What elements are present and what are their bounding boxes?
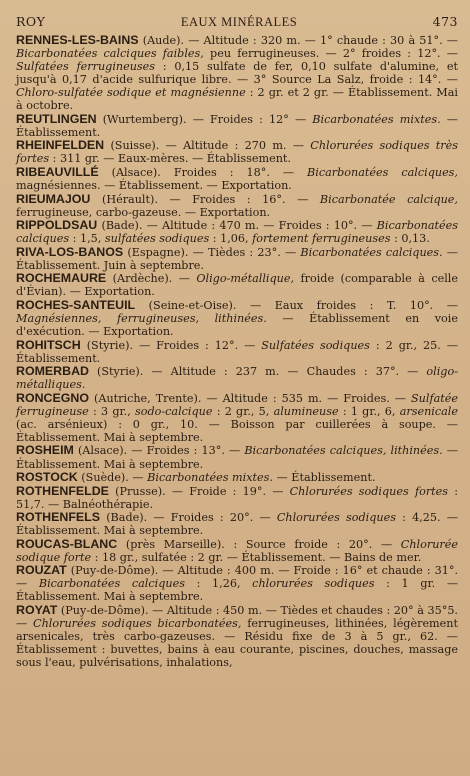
entry-classification: Chlorurées sodiques <box>276 511 396 525</box>
entry-text: — Établissement. <box>272 471 376 485</box>
entry-name: ROSTOCK <box>16 470 78 485</box>
entry-classification: sodo-calcique <box>134 404 213 418</box>
entry-text: — Altitude : 237 m. — Chaudes : 37°. — <box>143 365 427 379</box>
entry-name: RIVA-LOS-BANOS <box>16 244 124 259</box>
entry-classification: Bicarbonatées calciques faibles, <box>16 47 204 61</box>
entry-text: froide (comparable à celle d'Évian). — Exportation. <box>16 272 458 299</box>
entry-classification: Oligo-métallique, <box>196 272 295 286</box>
entry-classification: Chlorurées sodiques bicarbonatées, <box>33 617 242 631</box>
entry-classification: Chlorurée sodique forte <box>16 537 458 564</box>
entry <box>16 365 458 391</box>
entry <box>16 299 458 338</box>
entry-text: : 4,25. — Établissement. Mai à septembre. <box>16 511 458 538</box>
entry-classification: Bicarbonatée calcique, <box>319 192 458 206</box>
entry-classification: Bicarbonatées calciques <box>16 219 458 246</box>
entry-classification: Magnésiennes, ferrugineuses, lithinées. <box>16 311 267 325</box>
entry-name: ROUCAS-BLANC <box>16 536 118 551</box>
entry-classification: Sulfatées ferrugineuses <box>16 60 156 74</box>
entry-text: : 2 gr., 25. — Établissement. <box>16 338 458 365</box>
entry-classification: Bicarbonatées calciques, <box>307 165 458 179</box>
entry-location: (près Marseille). <box>125 537 225 551</box>
entry-classification: alumineuse <box>273 404 339 418</box>
entry-text: — <box>128 471 148 485</box>
entry-text: — Altitude : 400 m. — Froide : 16° et chaude : 31°. — <box>16 564 458 591</box>
entry-text: : 311 gr. — Eaux-mères. — Établissement. <box>49 152 291 166</box>
entry-classification: Chlorurées sodiques très fortes <box>16 139 458 166</box>
entry-classification: Bicarbonatées calciques. <box>300 245 443 259</box>
entry-text: — Altitude : 535 m. — Froides. — <box>201 391 412 405</box>
entry <box>16 246 458 272</box>
entry-name: ROTHENFELDE <box>16 483 109 498</box>
entry-location: (Ardèche). <box>112 272 173 286</box>
entry-name: ROSHEIM <box>16 443 74 458</box>
entry-classification: Bicarbonatées calciques, lithinées. <box>244 444 443 458</box>
entry-location: (Hérault). <box>101 192 158 206</box>
entry-classification: chlorurées sodiques <box>252 577 375 591</box>
entry-text: (ac. arsénieux) : 0 gr., 10. — Boisson par cuillerées à soupe. — Établissement. Mai à septembre. <box>16 417 458 444</box>
entry-text: magnésiennes. — Établissement. — Exportation. <box>16 179 292 193</box>
entry-text: — Froides : 13°. — <box>127 444 245 458</box>
entry-text: : 51,7. — Balnéothérapie. <box>16 484 459 511</box>
entry <box>16 511 458 537</box>
entry-list <box>16 34 458 669</box>
entry-text: : 2 gr. et 2 gr. — Établissement. Mai à octobre. <box>16 86 458 113</box>
entry <box>16 538 458 564</box>
entry-classification: arsenicale <box>399 404 458 418</box>
entry-classification: Sulfatée ferrugineuse <box>16 391 459 418</box>
entry-location: (Seine-et-Oise). <box>148 298 237 312</box>
entry-location: (Aude). <box>142 34 185 47</box>
entry-classification: oligo-métalliques. <box>16 365 458 392</box>
entry-location: (Bade). <box>106 511 148 525</box>
entry-text: : 3 gr., <box>88 404 135 418</box>
entry-text: — Établissement. <box>16 112 458 139</box>
entry-classification: fortement ferrugineuses <box>252 232 391 246</box>
entry-name: RHEINFELDEN <box>16 138 105 153</box>
entry <box>16 193 458 219</box>
entry-name: ROHITSCH <box>16 337 81 352</box>
entry-location: (Styrie). <box>86 338 133 352</box>
entry-location: (Alsace). <box>77 444 128 458</box>
entry <box>16 444 458 470</box>
entry-name: RIEUMAJOU <box>16 191 91 206</box>
entry <box>16 34 458 112</box>
entry-text: ferrugineuses, lithinées, légèrement arsenicales, très carbo-gazeuses. — Résidu fixe de 3 à 5 gr., 62. — Établissement : buvettes, bains à eau courante, piscines, douches, massage sous l'eau, pulvérisations, inhalations, <box>16 617 458 670</box>
entry-name: ROCHES-SANTEUIL <box>16 297 136 312</box>
entry-text: — Établissement. Mai à septembre. <box>16 444 458 471</box>
entry-text: — Établissement en voie d'exécution. — Exportation. <box>16 311 458 339</box>
entry-location: (Autriche, Trente). <box>94 391 202 405</box>
entry-text: — Altitude : 320 m. — 1° chaude : 30 à 51°. — <box>184 34 458 47</box>
entry-classification: Bicarbonatées mixtes. <box>312 112 441 126</box>
entry-text: : Source froide : 20°. — <box>224 537 401 551</box>
entry <box>16 339 458 365</box>
entry-classification: Chlorurées sodiques fortes <box>289 484 449 498</box>
entry <box>16 564 458 603</box>
entry <box>16 272 458 298</box>
entry-location: (Suisse). <box>110 139 160 153</box>
running-header <box>16 14 458 30</box>
entry-classification: Chloro-sulfatée sodique et magnésienne <box>16 86 246 100</box>
entry-text: : 1 gr., 6, <box>338 404 400 418</box>
entry-classification: Sulfatées sodiques <box>261 338 370 352</box>
entry-location: (Prusse). <box>115 484 166 498</box>
entry-text: : 18 gr., sulfatée : 2 gr. — Établissement. — Bains de mer. <box>91 550 422 564</box>
entry-name: REUTLINGEN <box>16 111 97 126</box>
entry <box>16 139 458 165</box>
entry-classification: Bicarbonatées mixtes. <box>147 471 273 485</box>
entry-text: — Froides : 12°. — <box>133 338 262 352</box>
entry <box>16 166 458 192</box>
entry <box>16 219 458 245</box>
entry-name: RIPPOLDSAU <box>16 218 98 233</box>
entry-name: ROMERBAD <box>16 364 89 379</box>
entry-text: ferrugineuse, carbo-gazeuse. — Exportation. <box>16 205 271 219</box>
entry-text: — Altitude : 470 m. — Froides : 10°. — <box>142 219 377 233</box>
entry-name: ROUZAT <box>16 563 67 578</box>
entry-text: peu ferrugineuses. — 2° froides : 12°. — <box>203 47 458 61</box>
entry <box>16 113 458 139</box>
entry <box>16 471 458 484</box>
header-left: ROY <box>16 14 46 29</box>
entry <box>16 392 458 444</box>
entry-name: ROYAT <box>16 603 58 618</box>
entry-text: — Eaux froides : T. 10°. — <box>236 298 458 312</box>
entry-location: (Puy-de-Dôme). <box>70 564 159 578</box>
entry-text: — Altitude : 270 m. — <box>159 139 311 153</box>
entry-classification: sulfatées sodiques <box>104 232 210 246</box>
entry-text: : 2 gr., 5, <box>212 404 274 418</box>
entry-location: (Espagne). <box>127 245 189 259</box>
entry-text: — Froide : 19°. — <box>165 484 290 498</box>
entry-location: (Suède). <box>81 471 129 485</box>
page-number: 473 <box>432 14 458 29</box>
entry-name: ROTHENFELS <box>16 510 100 525</box>
entry-text: — Froides : 20°. — <box>147 511 277 525</box>
entry <box>16 485 458 511</box>
entry-name: RENNES-LES-BAINS <box>16 33 139 47</box>
header-title: EAUX MINÉRALES <box>180 15 298 29</box>
entry-text: : 0,13. <box>390 232 430 246</box>
entry-text: — <box>172 272 197 286</box>
entry-location: (Puy-de-Dôme). <box>60 604 149 618</box>
entry-location: (Styrie). <box>97 365 144 379</box>
entry-name: ROCHEMAURE <box>16 271 107 286</box>
entry-text: Froides : 18°. — <box>160 165 308 179</box>
entry-text: — Tièdes : 23°. — <box>188 245 301 259</box>
entry-text: — Établissement. Juin à septembre. <box>16 245 458 272</box>
entry-text: : 1,26, <box>184 577 253 591</box>
entry-text: — Froides : 16°. — <box>157 192 320 206</box>
entry <box>16 604 458 669</box>
entry-text: — Froides : 12° — <box>186 112 313 126</box>
entry-text: : 1,06, <box>209 232 253 246</box>
entry-location: (Bade). <box>101 219 143 233</box>
entry-text: — Altitude : 450 m. — Tièdes et chaudes : 20° à 35°5. — <box>16 604 458 631</box>
entry-text: : 0,15 sulfate de fer, 0,10 sulfate d'alumine, et jusqu'à 0,17 d'acide sulfurique libre. — 3° Source La Salz, froide : 14°. — <box>16 60 458 87</box>
entry-classification: Bicarbonatées calciques <box>38 577 185 591</box>
entry-text: : 1 gr. — Établissement. Mai à septembre. <box>16 577 459 604</box>
entry-name: RIBEAUVILLÉ <box>16 164 99 179</box>
entry-location: (Alsace). <box>111 165 161 179</box>
entry-name: RONCEGNO <box>16 390 89 405</box>
entry-text: : 1,5, <box>69 232 105 246</box>
entry-location: (Wurtemberg). <box>102 112 187 126</box>
